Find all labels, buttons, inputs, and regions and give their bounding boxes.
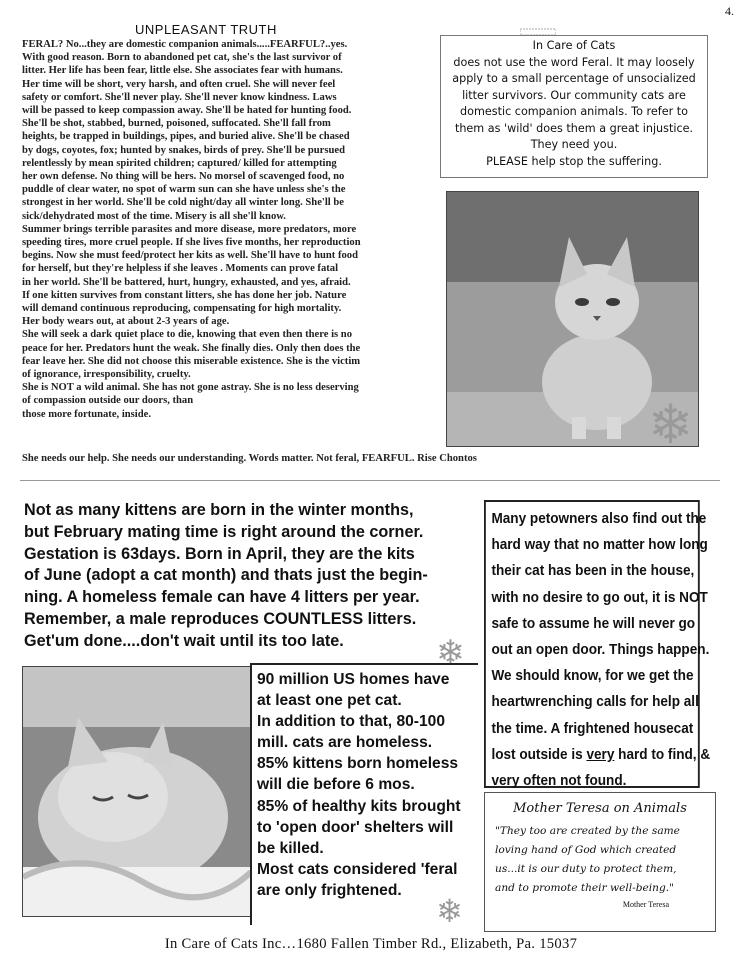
stat-line: be killed. <box>257 839 324 857</box>
sleeping-kitten-photo <box>22 666 252 917</box>
snowflake-icon: ❄ <box>436 633 465 673</box>
story-line: those more fortunate, inside. <box>22 408 151 420</box>
icc-note-line: PLEASE help stop the suffering. <box>486 154 662 168</box>
petowner-note-line: with no desire to go out, it is NOT <box>491 589 708 606</box>
icc-note-line: domestic companion animals. To refer to <box>460 105 688 118</box>
stat-line: 85% kittens born homeless <box>257 755 459 773</box>
stat-line: 90 million US homes have <box>257 671 450 688</box>
story-line: by dogs, coyotes, fox; hunted by snakes, birds of prey. She'll be pursued <box>22 144 345 156</box>
icc-note-line: In Care of Cats <box>532 39 616 52</box>
kittens-note-line: but February mating time is right around the corner. <box>24 522 424 541</box>
ornament-icon <box>520 24 556 34</box>
story-line: She is NOT a wild animal. She has not gone astray. She is no less deserving <box>22 382 359 394</box>
stat-line: to 'open door' shelters will <box>257 818 454 836</box>
story-signoff: She needs our help. She needs our understanding. Words matter. Not feral, FEARFUL. Rise Chontos <box>22 453 477 464</box>
story-line: for herself, but they're helpless if she leaves . Moments can prove fatal <box>22 263 339 275</box>
icc-note-line: them as 'wild' does them a great injustice. <box>454 121 694 135</box>
story-line: heights, be trapped in buildings, pipes, and buried alive. She'll be chased <box>22 131 350 143</box>
story-line: will demand continuous reproducing, compensating for high mortality. <box>22 303 342 315</box>
story-line: puddle of clear water, no spot of warm sun can she have unless she's the <box>22 184 346 196</box>
icc-note-box <box>440 35 708 178</box>
story-line: relentlessly by mean spirited children; captured/ killed for attempting <box>22 157 337 169</box>
petowner-note-line: Many petowners also find out the <box>491 511 707 527</box>
icc-note-line: They need you. <box>530 138 618 151</box>
story-line: Her time will be short, very harsh, and often cruel. She will never feel <box>22 78 336 90</box>
story-line: litter. Her life has been fear, little else. She associates fear with humans. <box>22 65 343 77</box>
story-line: Her body wears out, at about 2-3 years of age. <box>22 316 230 328</box>
kittens-note <box>24 500 476 653</box>
petowner-note-line: safe to assume he will never go <box>491 615 696 632</box>
story-line: peace for her. Predators hunt the weak. She finally dies. Only then does the <box>22 342 361 354</box>
petowner-note-line: We should know, for we get the <box>491 668 694 685</box>
petowner-note-line <box>491 742 711 768</box>
story-line: Summer brings terrible parasites and more disease, more predators, more <box>22 223 357 235</box>
quote-line: and to promote their well-being." <box>495 882 674 894</box>
petowner-note-text: lost outside is <box>491 746 587 763</box>
story-line: If one kitten survives from constant litters, she has done her job. Nature <box>22 289 347 301</box>
story-title: UNPLEASANT TRUTH <box>135 22 277 37</box>
quote-line: us...it is our duty to protect them, <box>495 863 677 875</box>
story-line: speeding tires, more cruel people. If she lives five months, her reproduction <box>22 237 361 249</box>
quote-author: Mother Teresa <box>622 900 669 909</box>
quote-text <box>491 822 709 898</box>
snowflake-icon: ❄ <box>648 393 694 456</box>
mother-teresa-quote-box <box>484 792 716 932</box>
stat-line: will die before 6 mos. <box>257 776 415 794</box>
footer-address: In Care of Cats Inc…1680 Fallen Timber Rd., Elizabeth, Pa. 15037 <box>164 936 578 952</box>
story-body <box>22 38 442 421</box>
page-number: 4. <box>725 4 734 18</box>
story-line: begins. Now she must feed/protect her kits as well. She'll have to hunt food <box>22 250 358 262</box>
story-line: her own defense. No thing will be hers. No morsel of scavenged food, no <box>22 171 345 183</box>
icc-note-line: apply to a small percentage of unsocialized <box>452 72 696 85</box>
snowflake-icon: ❄ <box>436 892 463 930</box>
petowner-note-line: heartwrenching calls for help all <box>491 694 699 711</box>
quote-line: loving hand of God which created <box>495 844 677 856</box>
story-line: She'll be shot, stabbed, burned, poisoned, suffocated. She'll fall from <box>22 118 331 130</box>
stat-line: In addition to that, 80-100 <box>257 713 446 731</box>
story-line: safety or comfort. She'll never play. She'll never know kindness. Laws <box>22 91 337 103</box>
story-line: in her world. She'll be battered, hurt, hungry, exhausted, and yes, afraid. <box>22 276 351 288</box>
petowner-note-text: hard to find, & <box>614 746 711 763</box>
kittens-note-line: Remember, a male reproduces COUNTLESS litters. <box>24 609 417 628</box>
kittens-note-line: ning. A homeless female can have 4 litters per year. <box>24 588 420 607</box>
story-line: of ignorance, irresponsibility, cruelty. <box>22 369 191 381</box>
quote-title: Mother Teresa on Animals <box>513 801 687 816</box>
petowner-note-line: very often not found. <box>491 773 627 790</box>
stat-line: at least one pet cat. <box>257 692 402 710</box>
story-line: fear leave her. She did not choose this miserable existence. She is the victim <box>22 355 361 367</box>
petowner-note-line: hard way that no matter how long <box>491 537 708 554</box>
story-line: of compassion outside our doors, than <box>22 395 194 407</box>
kittens-note-line: of June (adopt a cat month) and thats just the begin- <box>24 566 428 585</box>
petowner-note-line: out an open door. Things happen. <box>491 642 710 659</box>
icc-note-line: does not use the word Feral. It may loosely <box>453 55 695 69</box>
kittens-note-line: Gestation is 63days. Born in April, they are the kits <box>24 544 415 563</box>
kittens-note-line: Not as many kittens are born in the winter months, <box>24 501 414 519</box>
stat-line: 85% of healthy kits brought <box>257 797 461 815</box>
petowner-note-line: the time. A frightened housecat <box>491 720 694 737</box>
story-line: She will seek a dark quiet place to die, knowing that even then there is no <box>22 329 352 341</box>
petowner-note-box <box>484 500 711 790</box>
story-line: FERAL? No...they are domestic companion animals.....FEARFUL?..yes. <box>22 39 348 50</box>
quote-line: "They too are created by the same <box>495 825 680 837</box>
section-divider <box>20 480 720 481</box>
emphasis-very: very <box>586 746 615 763</box>
stat-line: mill. cats are homeless. <box>257 734 433 752</box>
petowner-note-line: their cat has been in the house, <box>491 563 695 580</box>
stat-line: Most cats considered 'feral <box>257 860 458 878</box>
kittens-note-line: Get'um done....don't wait until its too late. <box>24 631 344 650</box>
story-line: will be passed to keep compassion away. She'll be hated for hunting food. <box>22 105 352 117</box>
story-line: strongest in her world. She'll be cold night/day all winter long. She'll be <box>22 197 344 209</box>
story-line: With good reason. Born to abandoned pet cat, she's the last survivor of <box>22 52 342 64</box>
icc-note-line: litter survivors. Our community cats are <box>462 88 686 102</box>
cat-stats-box <box>250 663 478 930</box>
stat-line: are only frightened. <box>257 881 402 899</box>
story-line: sick/dehydrated most of the time. Misery is all she'll know. <box>22 210 286 222</box>
